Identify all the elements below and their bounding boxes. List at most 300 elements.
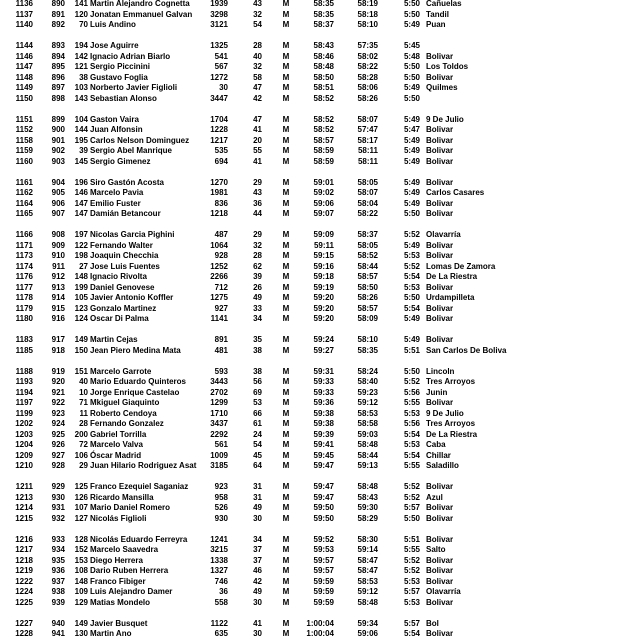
age-cell: 41 [253, 156, 262, 166]
gun-time-cell: 59:53 [313, 545, 334, 554]
pace-cell: 5:52 [403, 555, 420, 565]
pace-cell: 5:50 [403, 93, 420, 103]
result-row [0, 52, 634, 62]
pace-cell: 5:52 [403, 377, 420, 386]
bib-number-cell: 104 [74, 114, 88, 124]
age-cell: 34 [253, 534, 262, 544]
runner-name-cell: Ricardo Mansilla [90, 492, 154, 502]
sex-cell: M [282, 377, 290, 386]
runner-name-cell: Fernando Gonzalez [90, 419, 164, 428]
sex-cell: M [282, 545, 290, 554]
chip-time-cell: 59:14 [357, 545, 378, 554]
pace-cell: 5:50 [403, 72, 420, 82]
city-cell: Puan [426, 20, 446, 29]
age-cell: 66 [253, 408, 262, 418]
chip-time-cell: 58:22 [357, 62, 378, 71]
gun-time-cell: 58:37 [313, 20, 334, 29]
bib-number-cell: 109 [74, 587, 88, 596]
category-place-cell: 929 [51, 482, 65, 491]
age-cell: 41 [253, 618, 262, 628]
chip-time-cell: 59:34 [357, 618, 378, 628]
category-place-cell: 921 [51, 387, 65, 397]
id-number-cell: 1064 [210, 240, 228, 250]
gun-time-cell: 59:01 [313, 177, 334, 187]
city-cell: Bolivar [426, 282, 454, 292]
gun-time-cell: 58:52 [313, 114, 334, 124]
bib-number-cell: 147 [74, 198, 88, 208]
city-cell: Bol [426, 618, 439, 628]
id-number-cell: 2292 [210, 429, 228, 439]
age-cell: 30 [253, 513, 262, 523]
city-cell: Bolivar [426, 156, 454, 166]
category-place-cell: 935 [51, 555, 65, 565]
runner-name-cell: Nicolás Eduardo Ferreyra [90, 534, 188, 544]
city-cell: San Carlos De Boliva [426, 345, 507, 355]
category-place-cell: 922 [51, 398, 65, 407]
position-cell: 1203 [15, 429, 33, 439]
id-number-cell: 1710 [210, 408, 228, 418]
pace-cell: 5:57 [403, 587, 420, 596]
category-place-cell: 909 [51, 240, 65, 250]
category-place-cell: 896 [51, 72, 65, 82]
position-cell: 1224 [15, 587, 33, 596]
category-place-cell: 900 [51, 125, 65, 134]
gun-time-cell: 59:20 [313, 314, 334, 323]
position-cell: 1211 [15, 482, 33, 491]
bib-number-cell: 103 [74, 83, 88, 92]
pace-cell: 5:49 [403, 156, 420, 166]
result-row [0, 0, 634, 9]
category-place-cell: 906 [51, 198, 65, 208]
id-number-cell: 3121 [210, 20, 228, 29]
sex-cell: M [282, 272, 290, 281]
sex-cell: M [282, 282, 290, 292]
category-place-cell: 926 [51, 440, 65, 449]
city-cell: Olavarría [426, 587, 461, 596]
pace-cell: 5:55 [403, 545, 420, 554]
gun-time-cell: 59:41 [313, 440, 334, 449]
chip-time-cell: 58:18 [357, 9, 378, 19]
id-number-cell: 1218 [210, 209, 228, 218]
category-place-cell: 911 [52, 261, 65, 271]
result-row [0, 419, 634, 429]
id-number-cell: 958 [214, 492, 228, 502]
id-number-cell: 712 [214, 282, 228, 292]
result-row [0, 493, 634, 503]
result-row [0, 619, 634, 629]
result-row [0, 10, 634, 20]
chip-time-cell: 58:47 [357, 555, 378, 565]
pace-cell: 5:53 [403, 597, 420, 607]
runner-name-cell: Siro Gastón Acosta [90, 177, 164, 187]
gun-time-cell: 59:27 [313, 345, 334, 355]
category-place-cell: 890 [51, 0, 65, 8]
city-cell: Tandil [426, 9, 449, 19]
id-number-cell: 746 [214, 576, 228, 586]
position-cell: 1202 [15, 419, 33, 428]
position-cell: 1183 [15, 335, 33, 344]
id-number-cell: 3443 [210, 377, 228, 386]
sex-cell: M [282, 566, 290, 575]
bib-number-cell: 147 [74, 209, 88, 218]
age-cell: 43 [253, 188, 262, 197]
id-number-cell: 930 [214, 513, 228, 523]
city-cell: Bolivar [426, 125, 454, 134]
runner-name-cell: Franco Ezequiel Saganiaz [90, 482, 189, 491]
chip-time-cell: 58:05 [357, 240, 378, 250]
result-row [0, 304, 634, 314]
pace-cell: 5:55 [403, 461, 420, 470]
sex-cell: M [282, 366, 290, 376]
city-cell: Bolivar [426, 566, 454, 575]
id-number-cell: 541 [214, 51, 228, 61]
sex-cell: M [282, 230, 290, 239]
category-place-cell: 894 [51, 51, 65, 61]
city-cell: 9 De Julio [426, 114, 464, 124]
runner-name-cell: Joaquin Checchia [90, 251, 159, 260]
id-number-cell: 1122 [210, 618, 228, 628]
pace-cell: 5:45 [403, 41, 420, 50]
city-cell: Bolivar [426, 314, 454, 323]
category-place-cell: 933 [51, 534, 65, 544]
id-number-cell: 561 [214, 440, 228, 449]
id-number-cell: 1141 [210, 314, 228, 323]
gun-time-cell: 59:11 [313, 240, 334, 250]
gun-time-cell: 59:33 [313, 387, 334, 397]
city-cell: Cañuelas [426, 0, 462, 8]
result-row [0, 587, 634, 597]
age-cell: 42 [253, 576, 262, 586]
age-cell: 61 [253, 419, 262, 428]
chip-time-cell: 58:53 [357, 576, 378, 586]
sex-cell: M [282, 209, 290, 218]
age-cell: 54 [253, 20, 262, 29]
age-cell: 39 [253, 272, 262, 281]
chip-time-cell: 58:48 [357, 597, 378, 607]
bib-number-cell: 38 [79, 72, 88, 82]
chip-time-cell: 58:44 [357, 450, 378, 460]
position-cell: 1177 [15, 282, 33, 292]
sex-cell: M [282, 398, 290, 407]
chip-time-cell: 58:30 [357, 534, 378, 544]
id-number-cell: 487 [214, 230, 228, 239]
result-row [0, 20, 634, 30]
result-row [0, 83, 634, 93]
runner-name-cell: Carlos Nelson Dominguez [90, 135, 190, 145]
position-cell: 1193 [15, 377, 33, 386]
result-row [0, 335, 634, 345]
bib-number-cell: 198 [74, 251, 88, 260]
runner-name-cell: Ignacio Adrian Biarlo [90, 51, 171, 61]
id-number-cell: 3215 [210, 545, 228, 554]
result-row [0, 157, 634, 167]
result-row [0, 241, 634, 251]
gun-time-cell: 59:09 [313, 230, 334, 239]
category-place-cell: 892 [51, 20, 65, 29]
category-place-cell: 904 [51, 177, 65, 187]
position-cell: 1149 [15, 83, 33, 92]
id-number-cell: 30 [219, 83, 228, 92]
result-row [0, 251, 634, 261]
gun-time-cell: 58:59 [313, 146, 334, 155]
position-cell: 1214 [15, 503, 33, 512]
chip-time-cell: 57:47 [357, 125, 378, 134]
result-row [0, 451, 634, 461]
city-cell: Tres Arroyos [426, 377, 476, 386]
gun-time-cell: 59:18 [313, 272, 334, 281]
age-cell: 37 [253, 545, 262, 554]
position-cell: 1165 [15, 209, 33, 218]
id-number-cell: 3447 [210, 93, 228, 103]
sex-cell: M [282, 188, 290, 197]
result-row [0, 556, 634, 566]
id-number-cell: 3298 [210, 9, 228, 19]
gun-time-cell: 59:20 [313, 303, 334, 313]
age-cell: 34 [253, 314, 262, 323]
pace-cell: 5:49 [403, 135, 420, 145]
category-place-cell: 918 [51, 345, 65, 355]
pace-cell: 5:50 [403, 513, 420, 523]
chip-time-cell: 58:07 [357, 188, 378, 197]
pace-cell: 5:54 [403, 272, 420, 281]
gun-time-cell: 59:36 [313, 398, 334, 407]
chip-time-cell: 58:10 [357, 335, 378, 344]
sex-cell: M [282, 629, 290, 638]
bib-number-cell: 149 [74, 335, 88, 344]
sex-cell: M [282, 597, 290, 607]
chip-time-cell: 58:26 [357, 293, 378, 302]
sex-cell: M [282, 72, 290, 82]
pace-cell: 5:55 [403, 398, 420, 407]
age-cell: 53 [253, 398, 262, 407]
gun-time-cell: 58:52 [313, 125, 334, 134]
city-cell: Salto [426, 545, 446, 554]
sex-cell: M [282, 135, 290, 145]
runner-name-cell: Gustavo Foglia [90, 72, 148, 82]
runner-name-cell: Emilio Fuster [90, 198, 141, 208]
pace-cell: 5:49 [403, 240, 420, 250]
category-place-cell: 898 [51, 93, 65, 103]
bib-number-cell: 142 [74, 51, 88, 61]
city-cell: Tres Arroyos [426, 419, 476, 428]
city-cell: Bolivar [426, 534, 454, 544]
chip-time-cell: 58:19 [357, 0, 378, 8]
pace-cell: 5:50 [403, 9, 420, 19]
chip-time-cell: 59:23 [357, 387, 378, 397]
city-cell: Bolivar [426, 51, 454, 61]
position-cell: 1140 [15, 20, 33, 29]
id-number-cell: 1272 [210, 72, 228, 82]
position-cell: 1173 [15, 251, 33, 260]
bib-number-cell: 141 [74, 0, 88, 8]
pace-cell: 5:52 [403, 261, 420, 271]
sex-cell: M [282, 20, 290, 29]
runner-name-cell: Marcelo Saavedra [90, 545, 159, 554]
city-cell: Caba [426, 440, 446, 449]
runner-name-cell: Marcelo Pavia [90, 188, 144, 197]
result-row [0, 545, 634, 555]
age-cell: 55 [253, 146, 262, 155]
pace-cell: 5:49 [403, 188, 420, 197]
gun-time-cell: 59:59 [313, 576, 334, 586]
chip-time-cell: 58:57 [357, 303, 378, 313]
city-cell: Bolivar [426, 482, 454, 491]
city-cell: Bolivar [426, 251, 454, 260]
gun-time-cell: 59:33 [313, 377, 334, 386]
result-row [0, 503, 634, 513]
pace-cell: 5:54 [403, 629, 420, 638]
position-cell: 1216 [15, 534, 33, 544]
age-cell: 36 [253, 198, 262, 208]
position-cell: 1197 [15, 398, 33, 407]
pace-cell: 5:52 [403, 566, 420, 575]
runner-name-cell: Mario Daniel Romero [90, 503, 171, 512]
id-number-cell: 1338 [210, 555, 228, 565]
id-number-cell: 1981 [210, 188, 228, 197]
city-cell: Bolivar [426, 513, 454, 523]
gun-time-cell: 59:19 [313, 282, 334, 292]
gun-time-cell: 59:47 [313, 482, 334, 491]
id-number-cell: 3437 [210, 419, 228, 428]
gun-time-cell: 59:31 [313, 366, 334, 376]
position-cell: 1228 [15, 629, 33, 638]
gun-time-cell: 59:15 [313, 251, 334, 260]
runner-name-cell: Luis Alejandro Damer [90, 587, 173, 596]
runner-name-cell: Fernando Walter [90, 240, 153, 250]
gun-time-cell: 58:35 [313, 9, 334, 19]
runner-name-cell: Jose Aguirre [90, 41, 139, 50]
sex-cell: M [282, 440, 290, 449]
category-place-cell: 939 [51, 597, 65, 607]
pace-cell: 5:50 [403, 209, 420, 218]
runner-name-cell: Franco Fibiger [90, 576, 146, 586]
result-row [0, 125, 634, 135]
position-cell: 1178 [15, 293, 33, 302]
sex-cell: M [282, 345, 290, 355]
id-number-cell: 923 [214, 482, 228, 491]
position-cell: 1227 [15, 618, 33, 628]
gun-time-cell: 58:43 [313, 41, 334, 50]
result-row [0, 178, 634, 188]
result-row [0, 230, 634, 240]
chip-time-cell: 58:35 [357, 345, 378, 355]
position-cell: 1222 [15, 576, 33, 586]
city-cell: Bolivar [426, 503, 454, 512]
runner-name-cell: Martin Alejandro Cognetta [90, 0, 190, 8]
category-place-cell: 916 [51, 314, 65, 323]
result-row [0, 188, 634, 198]
id-number-cell: 567 [214, 62, 228, 71]
category-place-cell: 919 [51, 366, 65, 376]
bib-number-cell: 144 [74, 125, 88, 134]
age-cell: 31 [253, 492, 262, 502]
position-cell: 1171 [15, 240, 33, 250]
pace-cell: 5:56 [403, 419, 420, 428]
gun-time-cell: 58:35 [313, 0, 334, 8]
pace-cell: 5:57 [403, 618, 420, 628]
result-row [0, 461, 634, 471]
position-cell: 1204 [15, 440, 33, 449]
category-place-cell: 908 [51, 230, 65, 239]
sex-cell: M [282, 408, 290, 418]
category-place-cell: 923 [51, 408, 65, 418]
result-row [0, 629, 634, 639]
sex-cell: M [282, 555, 290, 565]
category-place-cell: 931 [51, 503, 65, 512]
gun-time-cell: 59:50 [313, 513, 334, 523]
age-cell: 54 [253, 440, 262, 449]
chip-time-cell: 58:24 [357, 366, 378, 376]
runner-name-cell: Marcelo Garrote [90, 366, 152, 376]
result-row [0, 367, 634, 377]
age-cell: 40 [253, 51, 262, 61]
position-cell: 1218 [15, 555, 33, 565]
position-cell: 1210 [15, 461, 33, 470]
bib-number-cell: 105 [74, 293, 88, 302]
id-number-cell: 836 [214, 198, 228, 208]
category-place-cell: 891 [51, 9, 65, 19]
city-cell: Bolivar [426, 398, 454, 407]
position-cell: 1166 [15, 230, 33, 239]
sex-cell: M [282, 9, 290, 19]
runner-name-cell: Gabriel Torrilla [90, 429, 147, 439]
category-place-cell: 917 [51, 335, 65, 344]
id-number-cell: 694 [214, 156, 228, 166]
category-place-cell: 914 [51, 293, 65, 302]
result-row [0, 482, 634, 492]
category-place-cell: 895 [51, 62, 65, 71]
chip-time-cell: 59:03 [357, 429, 378, 439]
pace-cell: 5:49 [403, 146, 420, 155]
pace-cell: 5:50 [403, 293, 420, 302]
bib-number-cell: 120 [74, 9, 88, 19]
chip-time-cell: 58:26 [357, 93, 378, 103]
result-row [0, 62, 634, 72]
gun-time-cell: 59:50 [313, 503, 334, 512]
bib-number-cell: 129 [74, 597, 88, 607]
bib-number-cell: 153 [74, 555, 88, 565]
runner-name-cell: Dario Ruben Herrera [90, 566, 169, 575]
result-row [0, 346, 634, 356]
sex-cell: M [282, 83, 290, 92]
city-cell: Bolivar [426, 335, 454, 344]
result-row [0, 377, 634, 387]
chip-time-cell: 58:11 [357, 156, 378, 166]
position-cell: 1180 [15, 314, 33, 323]
pace-cell: 5:51 [403, 345, 420, 355]
bib-number-cell: 39 [79, 146, 88, 155]
age-cell: 33 [253, 303, 262, 313]
age-cell: 28 [253, 41, 262, 50]
id-number-cell: 535 [214, 146, 228, 155]
result-row [0, 262, 634, 272]
sex-cell: M [282, 419, 290, 428]
id-number-cell: 1241 [210, 534, 228, 544]
city-cell: Bolivar [426, 629, 454, 638]
chip-time-cell: 58:04 [357, 198, 378, 208]
bib-number-cell: 123 [74, 303, 88, 313]
pace-cell: 5:54 [403, 303, 420, 313]
bib-number-cell: 72 [79, 440, 88, 449]
id-number-cell: 1939 [210, 0, 228, 8]
city-cell: Olavarría [426, 230, 461, 239]
runner-name-cell: Gonzalo Martinez [90, 303, 157, 313]
runner-name-cell: Oscar Di Palma [90, 314, 149, 323]
result-row [0, 535, 634, 545]
bib-number-cell: 194 [74, 41, 88, 50]
result-row [0, 398, 634, 408]
gun-time-cell: 58:51 [313, 83, 334, 92]
